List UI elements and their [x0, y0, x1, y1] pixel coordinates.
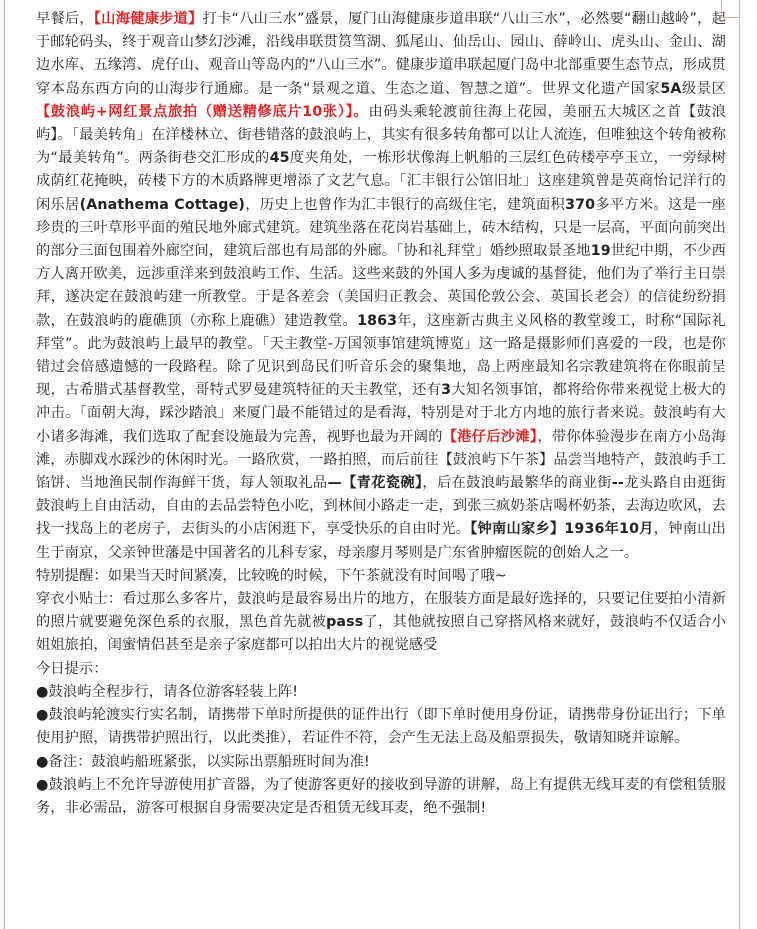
today-tips-title: 今日提示：	[36, 660, 108, 677]
text-segment: ，钟南山出生于南京，父亲钟世藩是中国著名的儿科专家，母亲廖月琴则是广东省肿瘤医院的创始人之一。	[36, 521, 726, 561]
bold-text: 370	[565, 196, 596, 213]
highlight-trail: 【山海健康步道】	[93, 11, 203, 27]
bold-text: pass	[326, 614, 364, 631]
text-segment: ，带你体验漫步在南方小岛海滩，赤脚戏水踩沙的休闲时光。一路欣赏，一路拍照，而后前往【鼓浪屿下午茶】品尝当地特产，鼓浪屿手工馅饼、当地渔民制作海鲜干货，每人领取礼品	[36, 428, 727, 492]
text-segment: 度夹角处，一栋形状像海上帆船的三层红色砖楼亭亭玉立，一旁绿树成荫红花掩映，砖楼下方的木质路牌更增添了文艺气息。「汇丰银行公馆旧址」这座建筑曾是英商怡记洋行的闲乐居	[36, 150, 726, 213]
bold-text: 45	[269, 150, 290, 167]
text-segment: 多平方米。这是一座珍贵的三叶草形平面的殖民地外廊式建筑。建筑坐落在花岗岩基础上，砖木结构，只是一层高，平面向前突出的部分三面包围着外廊空间，建筑后部也有局部的外廊。「协和礼拜堂」婚纱照取景圣地	[36, 196, 726, 260]
bold-text: --	[611, 475, 624, 492]
note-item: ●鼓浪屿全程步行，请各位游客轻装上阵!	[36, 683, 299, 700]
text-segment: ，后在鼓浪屿最繁华的商业街	[422, 475, 612, 492]
text-segment: 由码头乘轮渡前往海上花园，美丽五大城区之首【鼓浪屿】。「最美转角」在洋楼林立、街巷错落的鼓浪屿上，其实有很多转角都可以让人流连，但唯独这个转角被称为“最美转角”。两条街巷交汇形成的	[36, 103, 726, 167]
bold-text: 3	[441, 382, 452, 399]
bold-text: 1863	[357, 312, 398, 329]
bold-text: (Anathema Cottage)	[79, 196, 246, 213]
note-item: ●备注：鼓浪屿船班紧张，以实际出票船班时间为准!	[36, 753, 370, 770]
text-segment: 级景区	[681, 80, 726, 97]
text-segment: 大知名领事馆，都将给你带来视觉上极大的冲击。「面朝大海，踩沙踏浪」来厦门最不能错过的是看海，特别是对于北方内地的旅行者来说。鼓浪屿有大小诸多海滩，我们选取了配套设施最为完善，视野也最为开阔的	[36, 382, 727, 445]
text-segment: 打卡“八山三水”盛景，厦门山海健康步道串联“八山三水”，必然要“翻山越岭”，起于邮轮码头，终于观音山梦幻沙滩，沿线串联贯筼筜湖、狐尾山、仙岳山、园山、薛岭山、虎头山、金山、湖边水库、五缘湾、虎仔山、观音山等岛内的“八山三水”。健康步道串联起厦门岛中北部重要生态节点，形成贯穿本岛东西方向的山海步行通廊。是一条“景观之道、生态之道、智慧之道”。世界文化遗产国家	[36, 11, 726, 97]
clothing-tips	[36, 588, 726, 658]
highlight-gulangyu-photo: 【鼓浪屿+网红景点旅拍（赠送精修底片10张）】。	[36, 103, 369, 120]
article-body	[36, 8, 726, 820]
itinerary-paragraph	[36, 8, 726, 565]
bold-text: 【钟南山家乡】1936年10月	[470, 521, 654, 538]
text-segment: 早餐后，	[36, 11, 94, 27]
text-segment: 穿衣小贴士：看过那么多客片，鼓浪屿是最容易出片的地方，在服装方面是最好选择的，只要记住要拍小清新的照片就要避免深色系的衣服，黑色首先就被	[36, 591, 726, 631]
bold-text: 5A	[660, 80, 682, 97]
text-segment: 年，这座新古典主义风格的教堂竣工，时称“国际礼拜堂”。此为鼓浪屿上最早的教堂。「天主教堂-万国领事馆建筑博览」这一路是摄影师们喜爱的一段，也是你错过会倍感遗憾的一段路程。除了见识到岛民们听音乐会的聚集地，岛上两座最知名宗教建筑将在你眼前呈现，古希腊式基督教堂，哥特式罗曼建筑特征的天主教堂，还有	[36, 312, 726, 399]
bold-text: —【青花瓷碗】	[327, 475, 423, 492]
note-item: ●鼓浪屿上不允许导游使用扩音器，为了使游客更好的接收到导游的讲解，岛上有提供无线耳麦的有偿租赁服务，非必需品，游客可根据自身需要决定是否租赁无线耳麦，绝不强制!	[36, 776, 726, 816]
highlight-beach: 【港仔后沙滩】	[442, 428, 538, 445]
text-segment: ，历史上也曾作为汇丰银行的高级住宅，建筑面积	[245, 196, 566, 213]
special-reminder: 特别提醒：如果当天时间紧凑，比较晚的时候，下午茶就没有时间喝了哦~	[36, 567, 507, 584]
text-segment: 世纪中期，不少西方人离开欧美，远涉重洋来到鼓浪屿工作、生活。这些来鼓的外国人多为虔诚的基督徒，他们为了举行主日崇拜，遂决定在鼓浪屿建一所教堂。于是各差会（美国归正教会、英国伦敦公会、英国长老会）的信徒纷纷捐款，在鼓浪屿的鹿礁顶（亦称上鹿礁）建造教堂。	[36, 243, 726, 329]
text-segment: 了，其他就按照自己穿搭风格来就好，鼓浪屿不仅适合小姐姐旅拍，闺蜜情侣甚至是亲子家庭都可以拍出大片的视觉感受	[36, 614, 726, 654]
bold-text: 19	[590, 243, 611, 260]
text-segment: 龙头路自由逛街鼓浪屿上自由活动，自由的去品尝特色小吃，到林间小路走一走，到张三疯奶茶店喝杯奶茶，去海边吹风，去找一找岛上的老房子，去街头的小店闲逛下，享受快乐的自由时光。	[36, 475, 726, 538]
note-item: ●鼓浪屿轮渡实行实名制，请携带下单时所提供的证件出行（即下单时使用身份证，请携带身份证出行；下单使用护照，请携带护照出行，以此类推），若证件不符，会产生无法上岛及船票损失，敬请知晓并谅解。	[36, 707, 726, 747]
